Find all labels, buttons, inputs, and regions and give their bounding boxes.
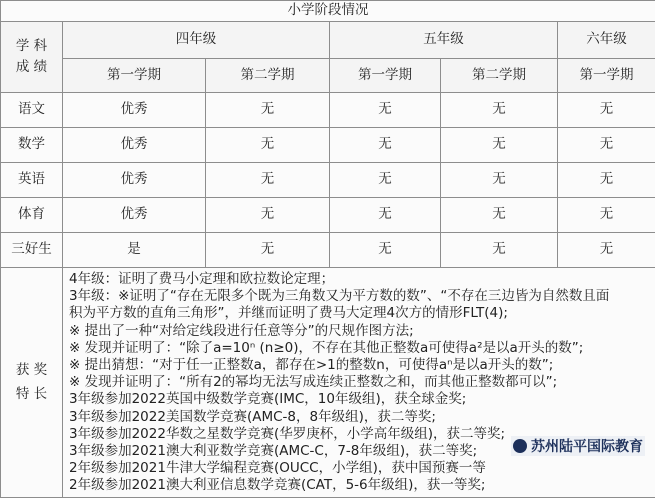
score-cell: 无 (206, 128, 330, 163)
score-cell: 无 (558, 163, 655, 198)
award-line: ※ 发现并证明了：“所有2的幂均无法写成连续正整数之和，而其他正整数都可以”; (69, 374, 558, 391)
score-cell: 无 (441, 233, 558, 268)
score-cell: 无 (441, 198, 558, 233)
table-row (1, 163, 655, 198)
score-cell: 无 (206, 233, 330, 268)
score-cell: 无 (330, 233, 441, 268)
score-cell: 是 (63, 233, 206, 268)
award-line: 3年级参加2022英国中级数学竞赛(IMC，10年级组)，获全球金奖; (69, 391, 467, 408)
table-row (1, 233, 655, 268)
award-line: 3年级参加2022华数之星数学竞赛(华罗庚杯，小学高年级组)，获二等奖; (69, 425, 506, 442)
score-cell: 无 (558, 128, 655, 163)
score-cell: 无 (558, 93, 655, 128)
award-line: ※ 提出了一种“对给定线段进行任意等分”的尺规作图方法; (69, 322, 414, 339)
score-cell: 无 (330, 128, 441, 163)
watermark-text: 苏州陆平国际教育 (531, 439, 643, 455)
award-line: 3年级：※证明了“存在无限多个既为三角数又为平方数的数”、“不存在三边皆为自然数且面 (69, 288, 610, 305)
score-cell: 优秀 (63, 198, 206, 233)
term-header: 第一学期 (558, 59, 655, 93)
score-cell: 无 (441, 128, 558, 163)
table-row (1, 128, 655, 163)
term-header: 第一学期 (63, 59, 206, 93)
award-line: 2年级参加2021澳大利亚信息数学竞赛(CAT，5-6年级组)，获一等奖; (69, 477, 486, 494)
grade-6-header: 六年级 (558, 22, 655, 59)
score-cell: 无 (206, 163, 330, 198)
score-cell: 无 (558, 198, 655, 233)
award-line: ※ 发现并证明了：“除了a=10ⁿ (n≥0)，不存在其他正整数a可使得a²是以a开头的数”; (69, 339, 584, 356)
score-cell: 无 (441, 163, 558, 198)
subject-score-header: 学 科 成 绩 (1, 22, 63, 93)
term-header: 第一学期 (330, 59, 441, 93)
term-header: 第二学期 (206, 59, 330, 93)
score-cell: 无 (330, 163, 441, 198)
term-header: 第二学期 (441, 59, 558, 93)
awards-content (63, 268, 655, 498)
score-cell: 无 (206, 198, 330, 233)
grade-4-header: 四年级 (63, 22, 330, 59)
score-cell: 优秀 (63, 128, 206, 163)
award-line: 2年级参加2021牛津大学编程竞赛(OUCC，小学组)，获中国预赛一等 (69, 460, 486, 477)
score-cell: 无 (330, 198, 441, 233)
awards-label: 获 奖 特 长 (1, 268, 63, 498)
award-line: ※ 提出猜想：“对于任一正整数a，都存在>1的整数n，可使得aⁿ是以a开头的数”; (69, 357, 554, 374)
watermark (511, 436, 645, 456)
award-line: 积为平方数的直角三角形”，并继而证明了费马大定理4次方的情形FLT(4); (69, 305, 508, 322)
table-row (1, 198, 655, 233)
score-cell: 无 (558, 233, 655, 268)
wechat-logo-icon (513, 439, 527, 453)
score-cell: 优秀 (63, 163, 206, 198)
award-line: 4年级：证明了费马小定理和欧拉数论定理； (69, 271, 335, 287)
score-cell: 优秀 (63, 93, 206, 128)
score-cell: 无 (441, 93, 558, 128)
award-line: 3年级参加2021澳大利亚数学竞赛(AMC-C，7-8年级组)，获二等奖; (69, 443, 478, 460)
subject-cell: 三好生 (1, 233, 63, 268)
subject-cell: 语文 (1, 93, 63, 128)
subject-cell: 英语 (1, 163, 63, 198)
subject-cell: 体育 (1, 198, 63, 233)
score-cell: 无 (206, 93, 330, 128)
score-cell: 无 (330, 93, 441, 128)
table-title: 小学阶段情况 (1, 1, 655, 22)
subject-cell: 数学 (1, 128, 63, 163)
grade-5-header: 五年级 (330, 22, 558, 59)
table-row (1, 93, 655, 128)
award-line: 3年级参加2022美国数学竞赛(AMC-8，8年级组)，获二等奖; (69, 408, 436, 425)
